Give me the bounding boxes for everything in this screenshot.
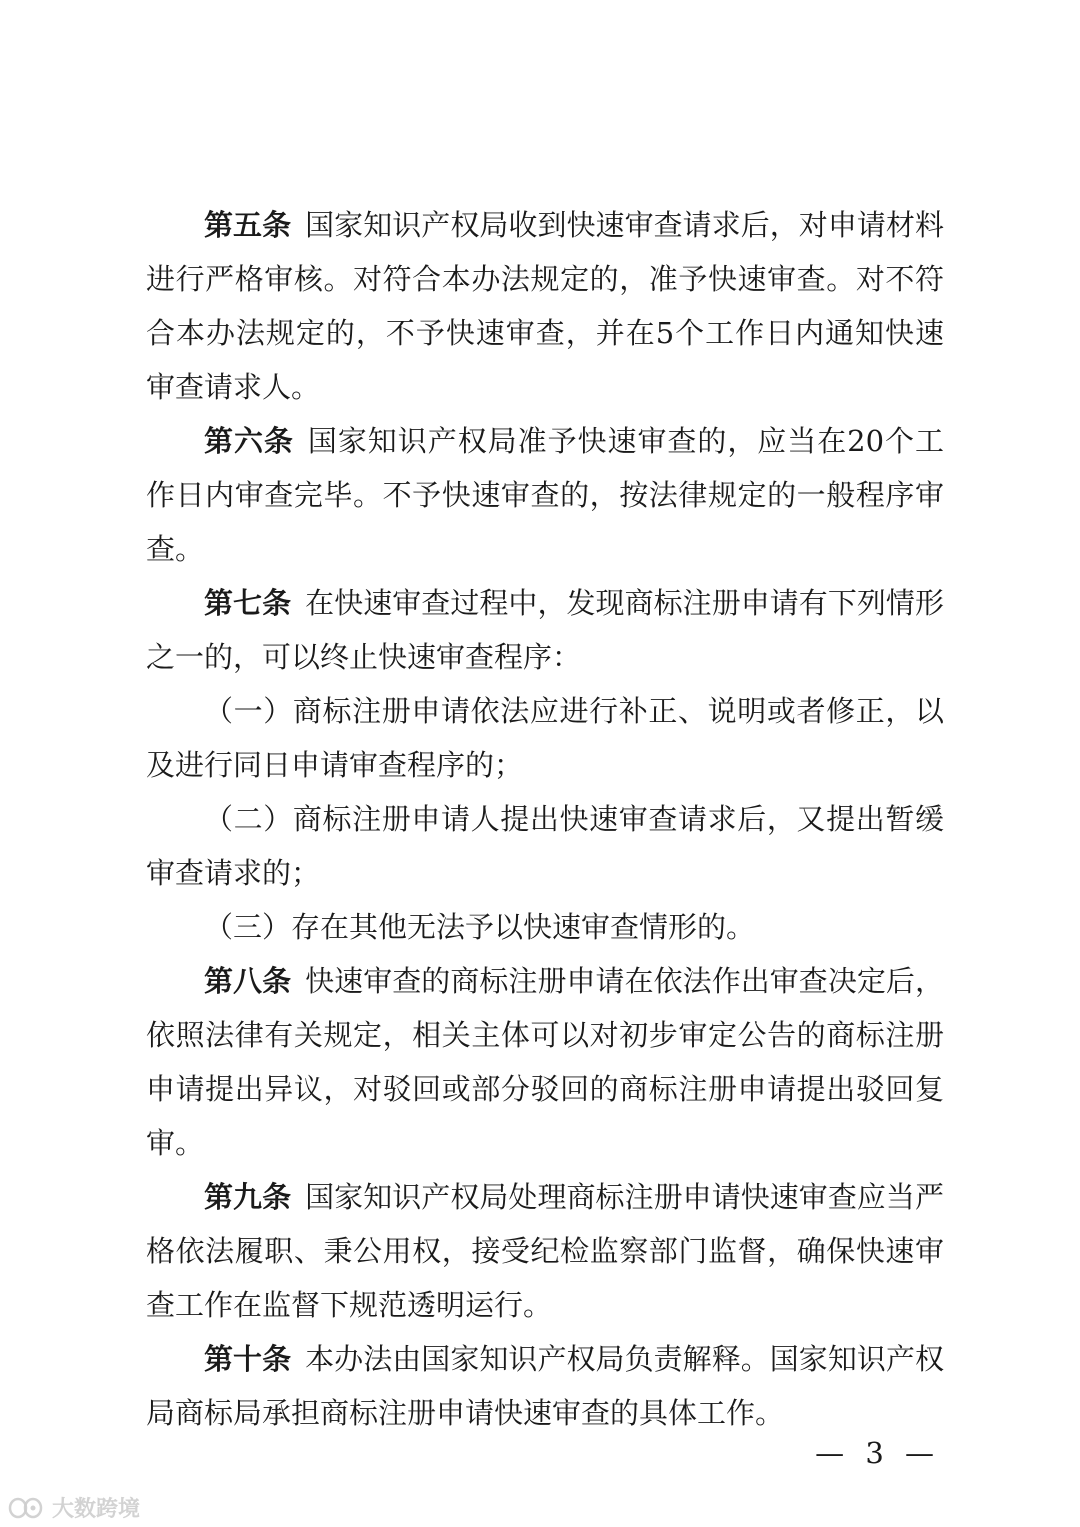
watermark (8, 1492, 140, 1523)
article-8 (146, 954, 944, 1170)
article-text: 在快速审查过程中，发现商标注册申请有下列情形之一的，可以终止快速审查程序： (146, 586, 944, 674)
article-9 (146, 1170, 944, 1332)
list-item-2: （二）商标注册申请人提出快速审查请求后，又提出暂缓审查请求的； (146, 802, 944, 890)
article-7 (146, 576, 944, 684)
article-title: 第八条 (204, 964, 292, 998)
article-text: 本办法由国家知识产权局负责解释。国家知识产权局商标局承担商标注册申请快速审查的具体工作。 (146, 1342, 944, 1430)
article-text: 快速审查的商标注册申请在依法作出审查决定后，依照法律有关规定，相关主体可以对初步审定公告的商标注册申请提出异议，对驳回或部分驳回的商标注册申请提出驳回复审。 (146, 964, 944, 1160)
article-title: 第九条 (204, 1180, 292, 1214)
article-title: 第七条 (204, 586, 292, 620)
article-title: 第六条 (204, 424, 294, 458)
watermark-logo-icon (8, 1495, 48, 1521)
page-number: — 3 — (815, 1436, 940, 1470)
watermark-text: 大数跨境 (52, 1497, 141, 1522)
article-title: 第十条 (204, 1342, 292, 1376)
document-body (146, 198, 944, 1440)
article-6 (146, 414, 944, 576)
article-text: 国家知识产权局准予快速审查的，应当在20个工作日内审查完毕。不予快速审查的，按法律规定的一般程序审查。 (146, 424, 944, 566)
article-10 (146, 1332, 944, 1440)
article-text: 国家知识产权局收到快速审查请求后，对申请材料进行严格审核。对符合本办法规定的，准予快速审查。对不符合本办法规定的，不予快速审查，并在5个工作日内通知快速审查请求人。 (146, 208, 944, 404)
article-5 (146, 198, 944, 414)
article-title: 第五条 (204, 208, 292, 242)
list-item-1: （一）商标注册申请依法应进行补正、说明或者修正，以及进行同日申请审查程序的； (146, 694, 944, 782)
article-text: 国家知识产权局处理商标注册申请快速审查应当严格依法履职、秉公用权，接受纪检监察部门监督，确保快速审查工作在监督下规范透明运行。 (146, 1180, 944, 1322)
list-item-3: （三）存在其他无法予以快速审查情形的。 (204, 910, 756, 944)
